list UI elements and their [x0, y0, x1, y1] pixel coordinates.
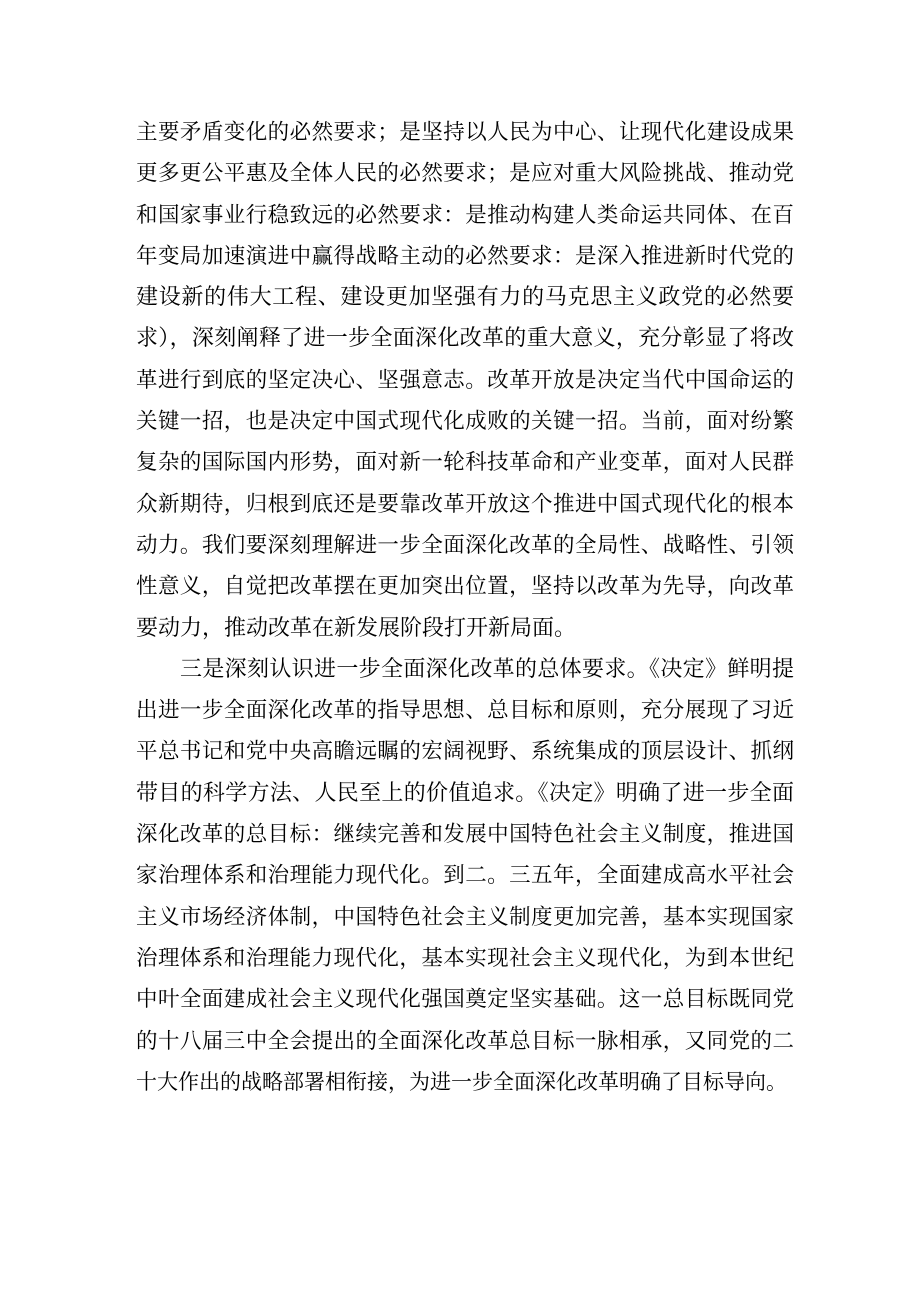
text-line: 主义市场经济体制，中国特色社会主义制度更加完善，基本实现国家	[136, 904, 794, 930]
body-text	[136, 112, 794, 1103]
text-line: 众新期待，归根到底还是要靠改革开放这个推进中国式现代化的根本	[136, 491, 794, 517]
text-line: 要动力，推动改革在新发展阶段打开新局面。	[136, 615, 577, 641]
text-line: 中叶全面建成社会主义现代化强国奠定坚实基础。这一总目标既同党	[136, 987, 794, 1013]
text-line: 和国家事业行稳致远的必然要求：是推动构建人类命运共同体、在百	[136, 202, 794, 228]
text-line: 性意义，自觉把改革摆在更加突出位置，坚持以改革为先导，向改革	[136, 574, 794, 600]
text-line: 动力。我们要深刻理解进一步全面深化改革的全局性、战略性、引领	[136, 532, 794, 558]
text-line: 年变局加速演进中赢得战略主动的必然要求：是深入推进新时代党的	[136, 243, 794, 269]
text-line: 平总书记和党中央高瞻远瞩的宏阔视野、系统集成的顶层设计、抓纲	[136, 739, 794, 765]
paragraph-2	[136, 649, 794, 1103]
text-line: 十大作出的战略部署相衔接，为进一步全面深化改革明确了目标导向。	[136, 1069, 787, 1094]
text-line: 出进一步全面深化改革的指导思想、总目标和原则，充分展现了习近	[136, 698, 794, 724]
text-line: 求），深刻阐释了进一步全面深化改革的重大意义，充分彰显了将改	[136, 326, 794, 352]
text-line: 家治理体系和治理能力现代化。到二。三五年，全面建成高水平社会	[136, 863, 794, 889]
text-line: 更多更公平惠及全体人民的必然要求；是应对重大风险挑战、推动党	[136, 161, 794, 187]
paragraph-1	[136, 112, 794, 649]
text-line: 治理体系和治理能力现代化，基本实现社会主义现代化，为到本世纪	[136, 945, 794, 971]
text-line: 的十八届三中全会提出的全面深化改革总目标一脉相承，又同党的二	[136, 1028, 794, 1054]
text-line: 带目的科学方法、人民至上的价值追求。《决定》明确了进一步全面	[136, 780, 794, 806]
text-line: 复杂的国际国内形势，面对新一轮科技革命和产业变革，面对人民群	[136, 450, 794, 476]
text-line: 革进行到底的坚定决心、坚强意志。改革开放是决定当代中国命运的	[136, 367, 794, 393]
text-line: 关键一招，也是决定中国式现代化成败的关键一招。当前，面对纷繁	[136, 409, 794, 435]
text-line: 深化改革的总目标：继续完善和发展中国特色社会主义制度，推进国	[136, 822, 794, 848]
text-line: 主要矛盾变化的必然要求；是坚持以人民为中心、让现代化建设成果	[136, 120, 794, 145]
text-line: 建设新的伟大工程、建设更加坚强有力的马克思主义政党的必然要	[136, 285, 794, 311]
text-line: 三是深刻认识进一步全面深化改革的总体要求。《决定》鲜明提	[180, 656, 794, 682]
